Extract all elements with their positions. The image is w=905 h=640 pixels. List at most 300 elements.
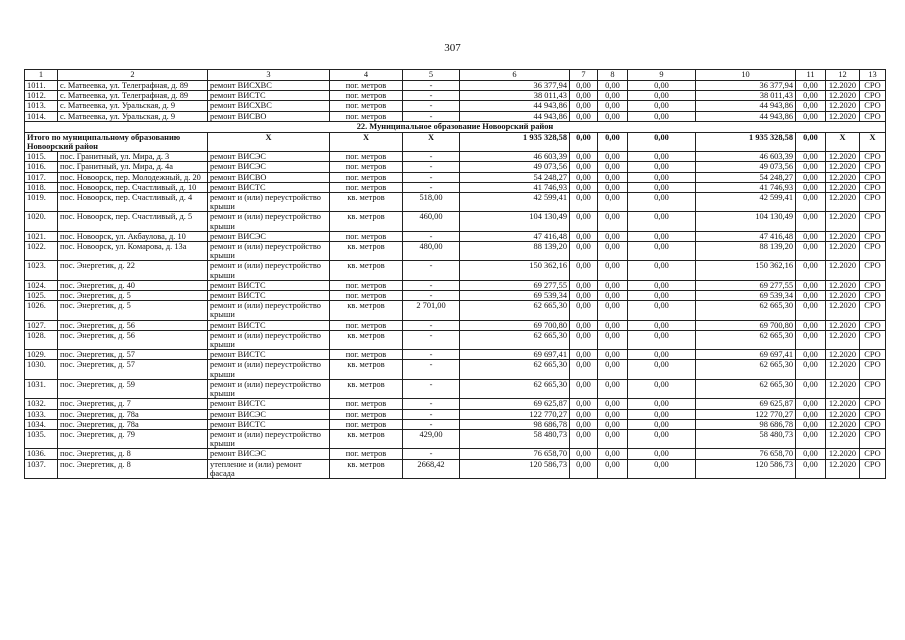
value-cell: 0,00 (570, 231, 598, 241)
repair-program-table (24, 69, 886, 479)
row-number: 1035. (25, 429, 58, 448)
unit-cell: пог. метров (330, 350, 403, 360)
total-cost-cell: 76 658,70 (460, 449, 570, 459)
table-row (25, 419, 886, 429)
total-cost-cell: 104 130,49 (460, 212, 570, 231)
total-cost-cell: 69 625,87 (460, 399, 570, 409)
value-cell: 0,00 (570, 172, 598, 182)
date-cell: 12.2020 (826, 419, 860, 429)
area-cell: - (403, 162, 460, 172)
method-cell: СРО (860, 350, 886, 360)
table-row (25, 193, 886, 212)
total-cost-cell: 122 770,27 (460, 409, 570, 419)
work-type-cell: ремонт ВИСВО (208, 111, 330, 121)
row-number: 1020. (25, 212, 58, 231)
col-header: 6 (460, 70, 570, 81)
work-type-cell: ремонт и (или) переустройство крыши (208, 242, 330, 261)
value-cell: 0,00 (570, 419, 598, 429)
value-cell: 0,00 (598, 301, 628, 320)
value-cell: 0,00 (570, 212, 598, 231)
value-cell: 0,00 (570, 280, 598, 290)
address-cell: с. Матвеевка, ул. Уральская, д. 9 (58, 111, 208, 121)
value-cell: 0,00 (598, 291, 628, 301)
value-cell: 0,00 (628, 320, 696, 330)
table-row (25, 162, 886, 172)
value-cell: 0,00 (796, 81, 826, 91)
total-cost-cell: 44 943,86 (460, 111, 570, 121)
row-number: 1022. (25, 242, 58, 261)
col-header: 4 (330, 70, 403, 81)
address-cell: пос. Новоорск, пер. Молодежный, д. 20 (58, 172, 208, 182)
value-cell: 0,00 (570, 320, 598, 330)
total-x-cell: X (860, 132, 886, 151)
regional-fund-cell: 46 603,39 (696, 152, 796, 162)
area-cell: - (403, 291, 460, 301)
value-cell: 0,00 (598, 280, 628, 290)
unit-cell: кв. метров (330, 261, 403, 280)
address-cell: пос. Новоорск, ул. Акбаулова, д. 10 (58, 231, 208, 241)
total-cost-cell: 47 416,48 (460, 231, 570, 241)
method-cell: СРО (860, 242, 886, 261)
total-cost-cell: 62 665,30 (460, 379, 570, 398)
method-cell: СРО (860, 182, 886, 192)
total-cost-cell: 98 686,78 (460, 419, 570, 429)
total-cost-cell: 58 480,73 (460, 429, 570, 448)
method-cell: СРО (860, 101, 886, 111)
table-row (25, 280, 886, 290)
value-cell: 0,00 (628, 301, 696, 320)
value-cell: 0,00 (570, 379, 598, 398)
value-cell: 0,00 (598, 320, 628, 330)
work-type-cell: ремонт ВИСТС (208, 350, 330, 360)
table-row (25, 101, 886, 111)
area-cell: - (403, 261, 460, 280)
value-cell: 0,00 (628, 419, 696, 429)
value-cell: 0,00 (796, 399, 826, 409)
value-cell: 0,00 (598, 162, 628, 172)
regional-fund-cell: 44 943,86 (696, 101, 796, 111)
method-cell: СРО (860, 419, 886, 429)
regional-fund-cell: 76 658,70 (696, 449, 796, 459)
unit-cell: пог. метров (330, 101, 403, 111)
value-cell: 0,00 (570, 449, 598, 459)
row-number: 1011. (25, 81, 58, 91)
total-cost-cell: 62 665,30 (460, 301, 570, 320)
value-cell: 0,00 (598, 231, 628, 241)
value-cell: 0,00 (628, 379, 696, 398)
total-cost-cell: 150 362,16 (460, 261, 570, 280)
total-cost-cell: 69 539,34 (460, 291, 570, 301)
row-number: 1024. (25, 280, 58, 290)
method-cell: СРО (860, 449, 886, 459)
total-cost-cell: 88 139,20 (460, 242, 570, 261)
unit-cell: пог. метров (330, 399, 403, 409)
value-cell: 0,00 (628, 91, 696, 101)
area-cell: - (403, 280, 460, 290)
work-type-cell: утепление и (или) ремонт фасада (208, 459, 330, 478)
value-cell: 0,00 (628, 409, 696, 419)
table-row (25, 182, 886, 192)
value-cell: 0,00 (570, 162, 598, 172)
value-cell: 0,00 (570, 409, 598, 419)
regional-fund-cell: 41 746,93 (696, 182, 796, 192)
unit-cell: кв. метров (330, 193, 403, 212)
work-type-cell: ремонт ВИСТС (208, 182, 330, 192)
method-cell: СРО (860, 409, 886, 419)
col-header: 10 (696, 70, 796, 81)
column-number-row (25, 70, 886, 81)
address-cell: с. Матвеевка, ул. Уральская, д. 9 (58, 101, 208, 111)
table-row (25, 91, 886, 101)
work-type-cell: ремонт ВИСЭС (208, 162, 330, 172)
value-cell: 0,00 (598, 379, 628, 398)
unit-cell: кв. метров (330, 360, 403, 379)
address-cell: с. Матвеевка, ул. Телеграфная, д. 89 (58, 91, 208, 101)
method-cell: СРО (860, 459, 886, 478)
value-cell: 0,00 (598, 449, 628, 459)
address-cell: пос. Энергетик, д. 57 (58, 360, 208, 379)
table-row (25, 111, 886, 121)
work-type-cell: ремонт ВИСХВС (208, 81, 330, 91)
regional-fund-cell: 58 480,73 (696, 429, 796, 448)
regional-fund-cell: 47 416,48 (696, 231, 796, 241)
regional-fund-cell: 98 686,78 (696, 419, 796, 429)
area-cell: 2 701,00 (403, 301, 460, 320)
method-cell: СРО (860, 379, 886, 398)
value-cell: 0,00 (628, 330, 696, 349)
col-header: 12 (826, 70, 860, 81)
regional-fund-cell: 88 139,20 (696, 242, 796, 261)
total-cost-cell: 69 700,80 (460, 320, 570, 330)
col-header: 1 (25, 70, 58, 81)
row-number: 1026. (25, 301, 58, 320)
address-cell: пос. Энергетик, д. 5 (58, 301, 208, 320)
total-cost-cell: 44 943,86 (460, 101, 570, 111)
address-cell: пос. Гранитный, ул. Мира, д. 4а (58, 162, 208, 172)
method-cell: СРО (860, 301, 886, 320)
unit-cell: кв. метров (330, 429, 403, 448)
value-cell: 0,00 (598, 212, 628, 231)
regional-fund-cell: 120 586,73 (696, 459, 796, 478)
row-number: 1015. (25, 152, 58, 162)
value-cell: 0,00 (570, 182, 598, 192)
value-cell: 0,00 (598, 81, 628, 91)
unit-cell: кв. метров (330, 379, 403, 398)
row-number: 1032. (25, 399, 58, 409)
col-header: 9 (628, 70, 696, 81)
address-cell: пос. Новоорск, ул. Комарова, д. 13а (58, 242, 208, 261)
method-cell: СРО (860, 429, 886, 448)
total-label: Итого по муниципальному образованию Новоорский район (25, 132, 208, 151)
value-cell: 0,00 (598, 459, 628, 478)
work-type-cell: ремонт ВИСТС (208, 280, 330, 290)
value-cell: 0,00 (598, 193, 628, 212)
date-cell: 12.2020 (826, 409, 860, 419)
date-cell: 12.2020 (826, 242, 860, 261)
table-row (25, 429, 886, 448)
value-cell: 0,00 (796, 301, 826, 320)
table-row (25, 379, 886, 398)
value-cell: 0,00 (796, 330, 826, 349)
table-row (25, 360, 886, 379)
address-cell: пос. Энергетик, д. 56 (58, 330, 208, 349)
value-cell: 0,00 (570, 261, 598, 280)
value-cell: 0,00 (628, 360, 696, 379)
date-cell: 12.2020 (826, 162, 860, 172)
work-type-cell: ремонт ВИСХВС (208, 101, 330, 111)
work-type-cell: ремонт и (или) переустройство крыши (208, 330, 330, 349)
total-cost-cell: 36 377,94 (460, 81, 570, 91)
unit-cell: пог. метров (330, 162, 403, 172)
row-number: 1028. (25, 330, 58, 349)
date-cell: 12.2020 (826, 152, 860, 162)
row-number: 1025. (25, 291, 58, 301)
table-row (25, 242, 886, 261)
area-cell: - (403, 360, 460, 379)
value-cell: 0,00 (570, 193, 598, 212)
value-cell: 0,00 (628, 291, 696, 301)
value-cell: 0,00 (796, 212, 826, 231)
value-cell: 0,00 (796, 409, 826, 419)
row-number: 1017. (25, 172, 58, 182)
row-number: 1021. (25, 231, 58, 241)
regional-fund-cell: 122 770,27 (696, 409, 796, 419)
work-type-cell: ремонт и (или) переустройство крыши (208, 429, 330, 448)
area-cell: - (403, 152, 460, 162)
table-row (25, 409, 886, 419)
work-type-cell: ремонт ВИСЭС (208, 409, 330, 419)
unit-cell: пог. метров (330, 419, 403, 429)
address-cell: пос. Новоорск, пер. Счастливый, д. 10 (58, 182, 208, 192)
value-cell: 0,00 (796, 459, 826, 478)
total-cost-cell: 62 665,30 (460, 360, 570, 379)
area-cell: 518,00 (403, 193, 460, 212)
value-cell: 0,00 (628, 350, 696, 360)
total-x-cell: X (208, 132, 330, 151)
table-row (25, 330, 886, 349)
unit-cell: кв. метров (330, 459, 403, 478)
method-cell: СРО (860, 261, 886, 280)
row-number: 1029. (25, 350, 58, 360)
address-cell: пос. Энергетик, д. 56 (58, 320, 208, 330)
method-cell: СРО (860, 193, 886, 212)
method-cell: СРО (860, 111, 886, 121)
col-header: 3 (208, 70, 330, 81)
address-cell: пос. Новоорск, пер. Счастливый, д. 4 (58, 193, 208, 212)
value-cell: 0,00 (570, 91, 598, 101)
area-cell: - (403, 91, 460, 101)
date-cell: 12.2020 (826, 280, 860, 290)
row-number: 1033. (25, 409, 58, 419)
work-type-cell: ремонт ВИСЭС (208, 152, 330, 162)
regional-fund-cell: 54 248,27 (696, 172, 796, 182)
value-cell: 0,00 (628, 459, 696, 478)
row-number: 1023. (25, 261, 58, 280)
row-number: 1019. (25, 193, 58, 212)
address-cell: пос. Энергетик, д. 79 (58, 429, 208, 448)
value-cell: 0,00 (570, 81, 598, 91)
work-type-cell: ремонт ВИСЭС (208, 231, 330, 241)
row-number: 1027. (25, 320, 58, 330)
value-cell: 0,00 (796, 449, 826, 459)
total-cost-cell: 38 011,43 (460, 91, 570, 101)
address-cell: пос. Энергетик, д. 7 (58, 399, 208, 409)
value-cell: 0,00 (796, 280, 826, 290)
date-cell: 12.2020 (826, 301, 860, 320)
method-cell: СРО (860, 360, 886, 379)
total-cost-cell: 1 935 328,58 (460, 132, 570, 151)
work-type-cell: ремонт ВИСТС (208, 91, 330, 101)
method-cell: СРО (860, 231, 886, 241)
value-cell: 0,00 (628, 172, 696, 182)
regional-fund-cell: 62 665,30 (696, 301, 796, 320)
value-cell: 0,00 (598, 111, 628, 121)
date-cell: 12.2020 (826, 212, 860, 231)
value-cell: 0,00 (598, 360, 628, 379)
value-cell: 0,00 (598, 350, 628, 360)
area-cell: 480,00 (403, 242, 460, 261)
value-cell: 0,00 (570, 301, 598, 320)
area-cell: - (403, 101, 460, 111)
value-cell: 0,00 (598, 182, 628, 192)
col-header: 8 (598, 70, 628, 81)
date-cell: 12.2020 (826, 261, 860, 280)
date-cell: 12.2020 (826, 172, 860, 182)
value-cell: 0,00 (628, 280, 696, 290)
table-row (25, 350, 886, 360)
value-cell: 0,00 (628, 212, 696, 231)
unit-cell: пог. метров (330, 152, 403, 162)
unit-cell: пог. метров (330, 291, 403, 301)
table-row (25, 320, 886, 330)
value-cell: 0,00 (570, 111, 598, 121)
value-cell: 0,00 (570, 399, 598, 409)
total-cost-cell: 120 586,73 (460, 459, 570, 478)
value-cell: 0,00 (628, 101, 696, 111)
value-cell: 0,00 (796, 101, 826, 111)
value-cell: 0,00 (796, 182, 826, 192)
total-x-cell: X (330, 132, 403, 151)
value-cell: 0,00 (598, 91, 628, 101)
row-number: 1036. (25, 449, 58, 459)
address-cell: пос. Энергетик, д. 40 (58, 280, 208, 290)
regional-fund-cell: 62 665,30 (696, 379, 796, 398)
address-cell: пос. Энергетик, д. 8 (58, 449, 208, 459)
method-cell: СРО (860, 280, 886, 290)
row-number: 1013. (25, 101, 58, 111)
regional-fund-cell: 104 130,49 (696, 212, 796, 231)
value-cell: 0,00 (570, 429, 598, 448)
address-cell: пос. Энергетик, д. 78а (58, 409, 208, 419)
method-cell: СРО (860, 320, 886, 330)
total-cost-cell: 41 746,93 (460, 182, 570, 192)
regional-fund-cell: 69 277,55 (696, 280, 796, 290)
regional-fund-cell: 62 665,30 (696, 330, 796, 349)
unit-cell: пог. метров (330, 449, 403, 459)
unit-cell: кв. метров (330, 242, 403, 261)
table-row (25, 399, 886, 409)
area-cell: - (403, 379, 460, 398)
value-cell: 0,00 (628, 182, 696, 192)
value-cell: 0,00 (598, 132, 628, 151)
value-cell: 0,00 (570, 101, 598, 111)
work-type-cell: ремонт ВИСТС (208, 320, 330, 330)
total-cost-cell: 69 277,55 (460, 280, 570, 290)
unit-cell: кв. метров (330, 330, 403, 349)
regional-fund-cell: 36 377,94 (696, 81, 796, 91)
area-cell: - (403, 330, 460, 349)
table-row (25, 459, 886, 478)
area-cell: - (403, 231, 460, 241)
regional-fund-cell: 62 665,30 (696, 360, 796, 379)
regional-fund-cell: 150 362,16 (696, 261, 796, 280)
date-cell: 12.2020 (826, 193, 860, 212)
work-type-cell: ремонт и (или) переустройство крыши (208, 360, 330, 379)
value-cell: 0,00 (796, 360, 826, 379)
value-cell: 0,00 (598, 409, 628, 419)
address-cell: пос. Энергетик, д. 78а (58, 419, 208, 429)
value-cell: 0,00 (598, 419, 628, 429)
value-cell: 0,00 (570, 360, 598, 379)
value-cell: 0,00 (570, 132, 598, 151)
unit-cell: пог. метров (330, 91, 403, 101)
regional-fund-cell: 44 943,86 (696, 111, 796, 121)
section-title: 22. Муниципальное образование Новоорский район (25, 121, 886, 132)
value-cell: 0,00 (796, 172, 826, 182)
table-row (25, 212, 886, 231)
method-cell: СРО (860, 172, 886, 182)
total-x-cell: X (403, 132, 460, 151)
method-cell: СРО (860, 162, 886, 172)
area-cell: - (403, 320, 460, 330)
value-cell: 0,00 (598, 101, 628, 111)
value-cell: 0,00 (628, 231, 696, 241)
area-cell: - (403, 399, 460, 409)
value-cell: 0,00 (570, 291, 598, 301)
address-cell: пос. Энергетик, д. 5 (58, 291, 208, 301)
date-cell: 12.2020 (826, 291, 860, 301)
value-cell: 0,00 (796, 91, 826, 101)
unit-cell: пог. метров (330, 409, 403, 419)
value-cell: 0,00 (628, 399, 696, 409)
date-cell: 12.2020 (826, 330, 860, 349)
value-cell: 0,00 (598, 242, 628, 261)
area-cell: 429,00 (403, 429, 460, 448)
value-cell: 0,00 (628, 132, 696, 151)
value-cell: 0,00 (598, 429, 628, 448)
unit-cell: пог. метров (330, 81, 403, 91)
value-cell: 0,00 (628, 449, 696, 459)
value-cell: 0,00 (796, 261, 826, 280)
date-cell: 12.2020 (826, 182, 860, 192)
total-cost-cell: 62 665,30 (460, 330, 570, 349)
unit-cell: пог. метров (330, 111, 403, 121)
regional-fund-cell: 49 073,56 (696, 162, 796, 172)
total-cost-cell: 46 603,39 (460, 152, 570, 162)
area-cell: - (403, 419, 460, 429)
table-row (25, 291, 886, 301)
value-cell: 0,00 (796, 152, 826, 162)
date-cell: 12.2020 (826, 429, 860, 448)
table-row (25, 449, 886, 459)
value-cell: 0,00 (570, 242, 598, 261)
table-row (25, 81, 886, 91)
total-cost-cell: 42 599,41 (460, 193, 570, 212)
area-cell: - (403, 182, 460, 192)
address-cell: пос. Энергетик, д. 59 (58, 379, 208, 398)
row-number: 1037. (25, 459, 58, 478)
row-number: 1031. (25, 379, 58, 398)
